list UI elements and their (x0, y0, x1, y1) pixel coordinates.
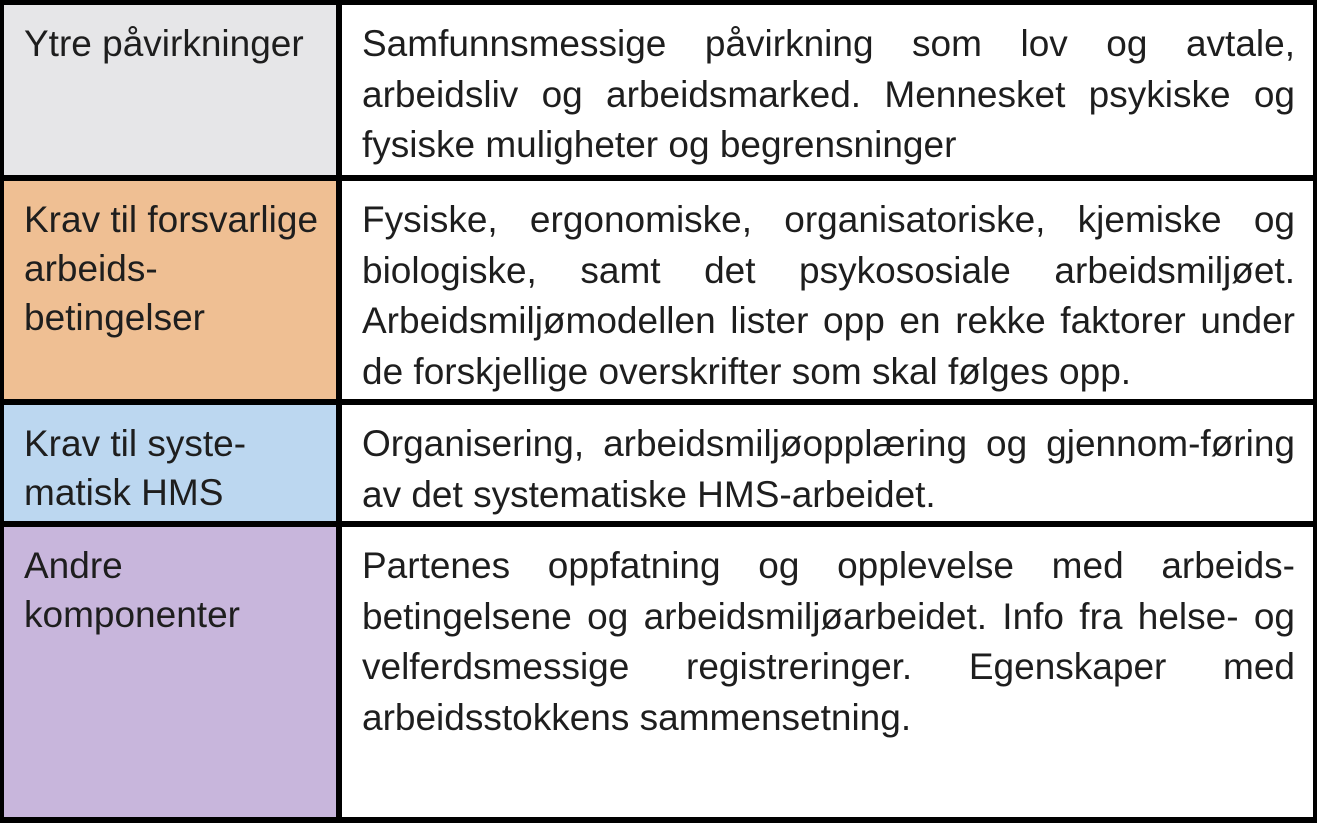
row-label-ytre-pavirkninger: Ytre påvirkninger (4, 5, 336, 175)
row-label-forsvarlige-arbeidsbetingelser: Krav til forsvarlige arbeids-betingelser (4, 181, 336, 399)
row-label-andre-komponenter: Andre komponenter (4, 527, 336, 817)
row-description-ytre-pavirkninger: Samfunnsmessige påvirkning som lov og avtale, arbeidsliv og arbeidsmarked. Mennesket psykiske og fysiske muligheter og begrensninger (342, 5, 1313, 175)
row-description-systematisk-hms: Organisering, arbeidsmiljøopplæring og gjennom-føring av det systematiske HMS-arbeidet. (342, 405, 1313, 521)
row-label-systematisk-hms: Krav til syste-matisk HMS (4, 405, 336, 521)
row-description-andre-komponenter: Partenes oppfatning og opplevelse med arbeids-betingelsene og arbeidsmiljøarbeidet. Info fra helse- og velferdsmessige registreringer. Egenskaper med arbeidsstokkens sammensetning. (342, 527, 1313, 817)
row-description-forsvarlige-arbeidsbetingelser: Fysiske, ergonomiske, organisatoriske, kjemiske og biologiske, samt det psykososiale arbeidsmiljøet. Arbeidsmiljømodellen lister opp en rekke faktorer under de forskjellige overskrifter som skal følges opp. (342, 181, 1313, 399)
